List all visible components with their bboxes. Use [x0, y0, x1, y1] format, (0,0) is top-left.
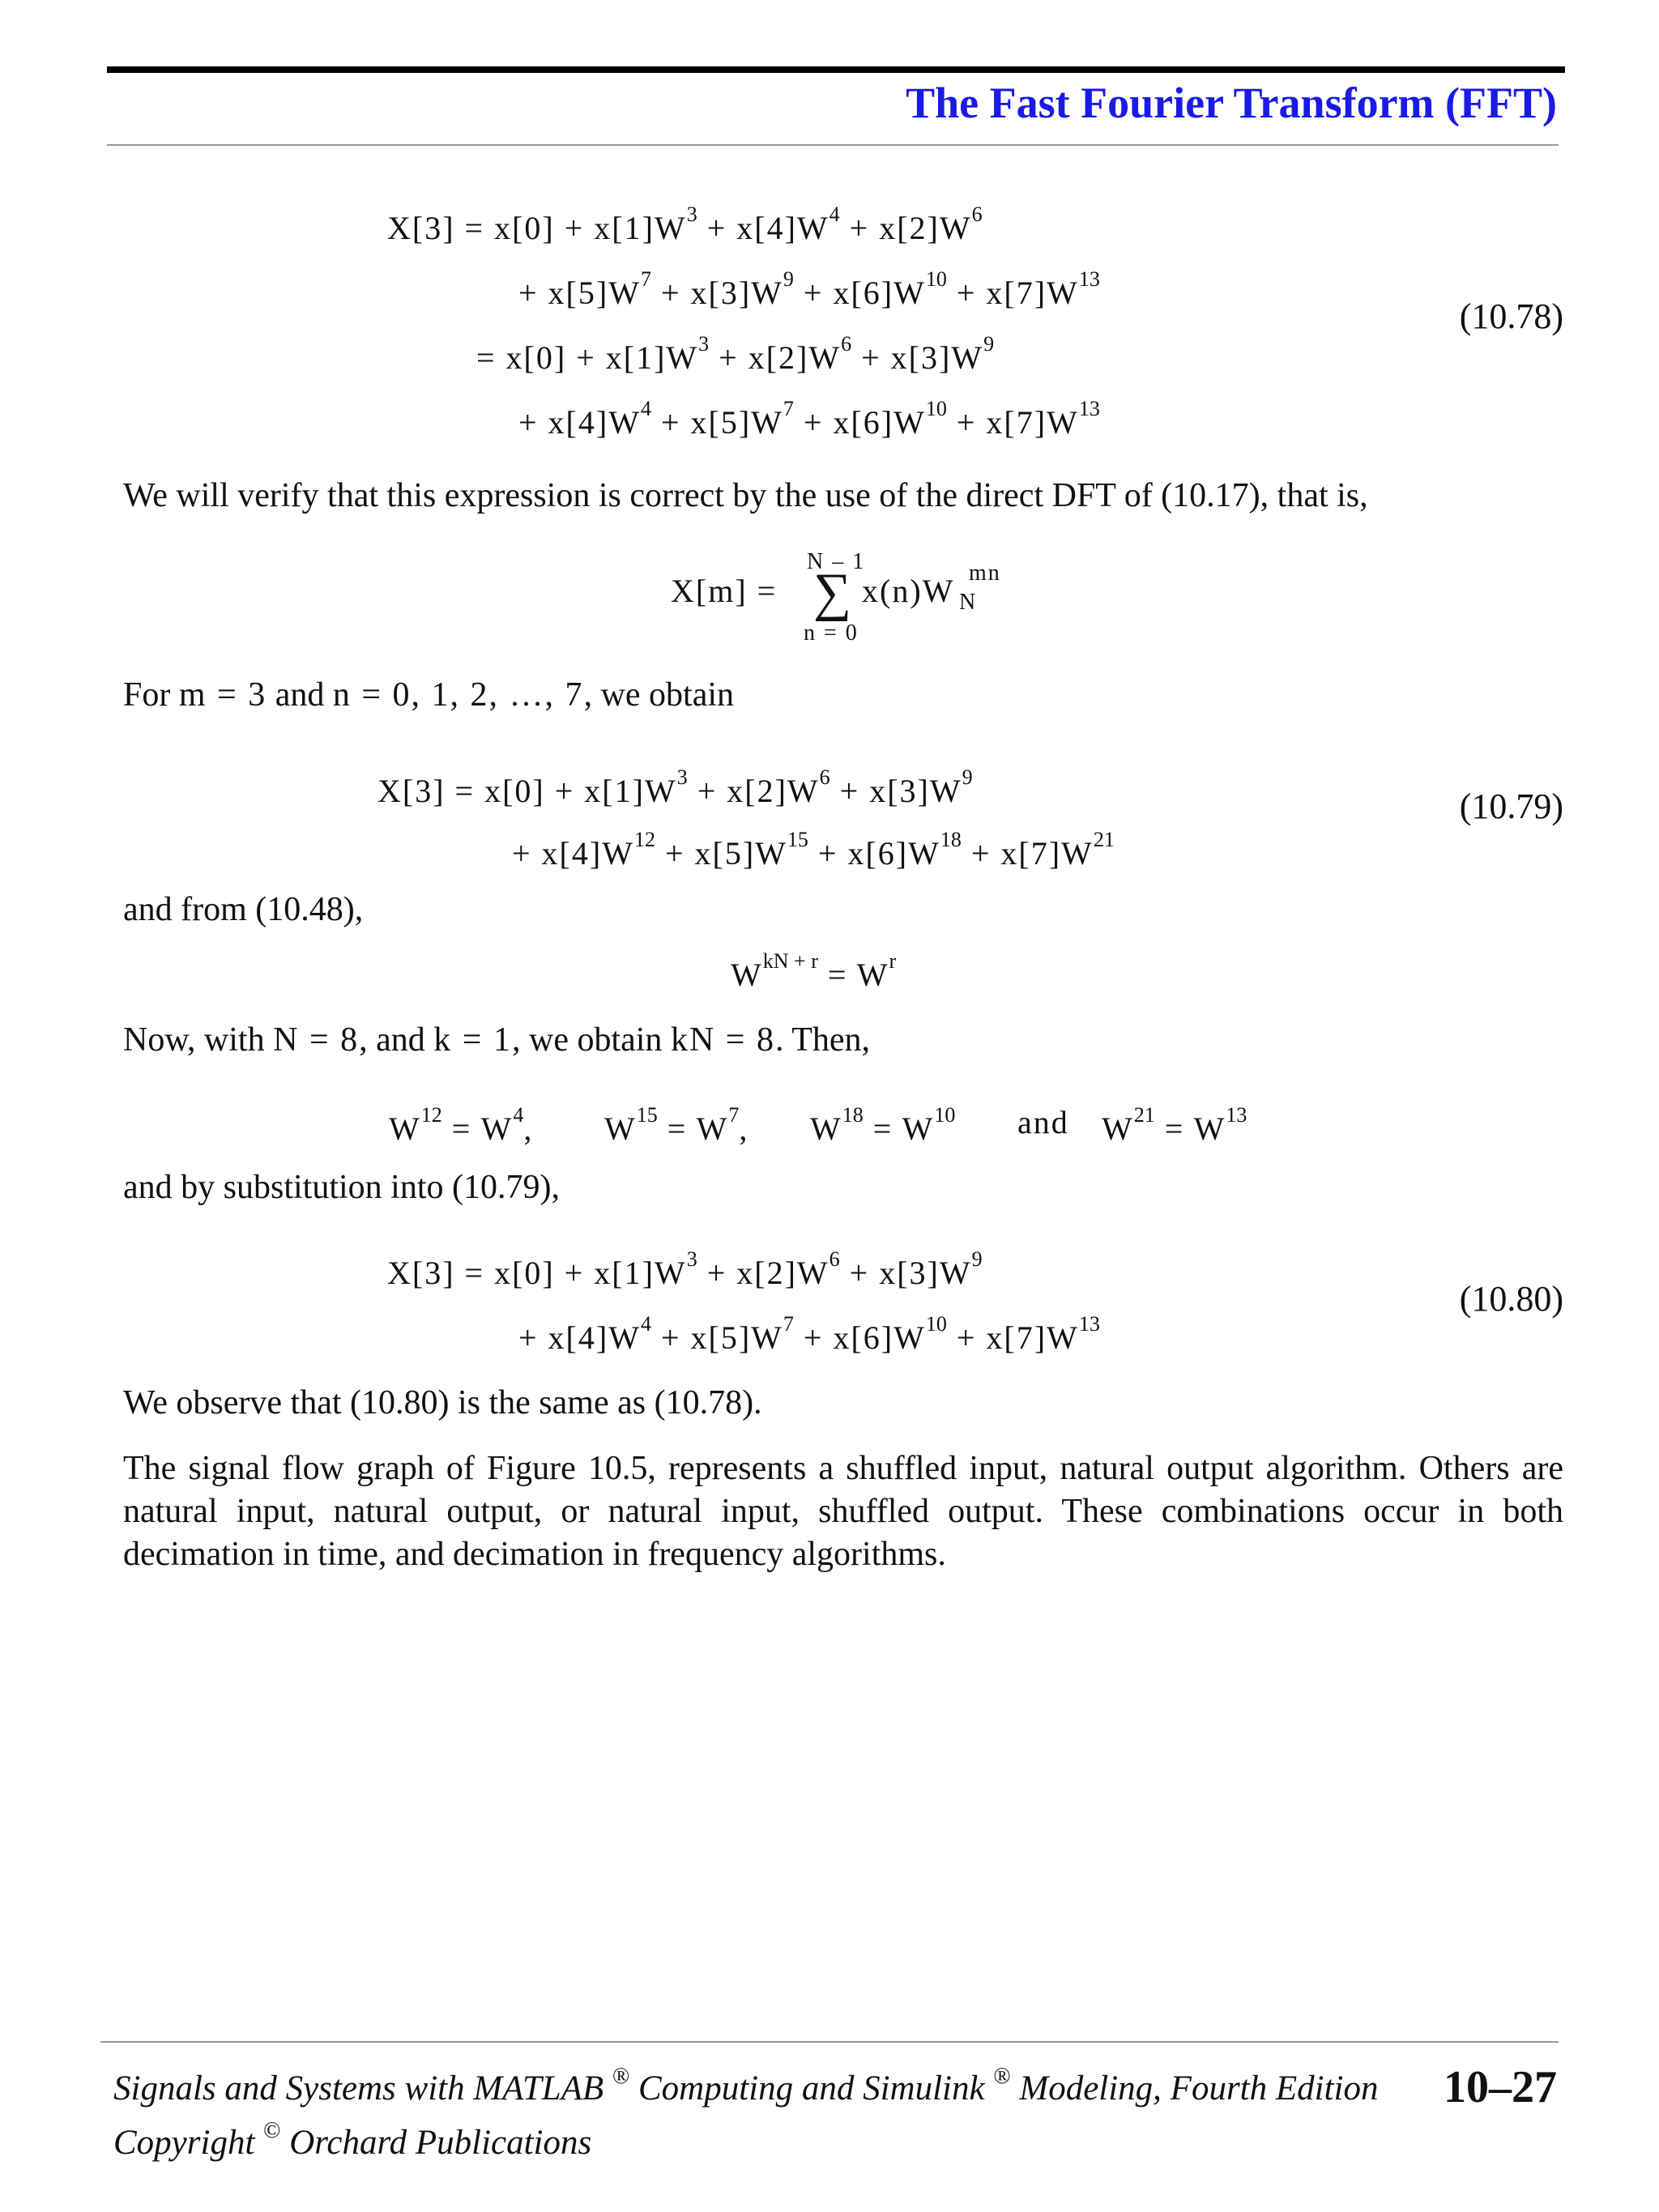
header-divider	[107, 144, 1559, 146]
paragraph-now-with: Now, with N = 8, and k = 1, we obtain kN = 8. Then,	[123, 1021, 871, 1059]
eq-10-79-line1: $X[3] = x[0] + x[1]W^3 + x[2]W^6 + x[3]W^9$	[377, 765, 973, 809]
identity-equation: $W^{kN + r} = W^r$	[731, 949, 897, 993]
dft-exponent: mn	[969, 560, 1001, 586]
power-identity-18: $W^{18} = W^{10}$	[810, 1103, 956, 1147]
chapter-title: The Fast Fourier Transform (FFT)	[906, 79, 1557, 127]
header-rule	[107, 66, 1565, 73]
page-number: 10–27	[1444, 2062, 1557, 2112]
equation-number-10-78: (10.78)	[1459, 296, 1563, 336]
paragraph-from-10-48: and from (10.48),	[123, 891, 364, 928]
eq-10-78-line3: = $x[0] + x[1]W^3 + x[2]W^6 + x[3]W^9$	[476, 332, 995, 376]
sum-lower-limit: n = 0	[804, 620, 859, 646]
eq-10-78-line2: + $x[5]W^7 + x[3]W^9 + x[6]W^{10} + x[7]W^{13}$	[518, 267, 1100, 311]
power-identity-12: $W^{12} = W^4$,	[389, 1103, 534, 1147]
eq-10-80-line2: + $x[4]W^4 + x[5]W^7 + x[6]W^{10} + x[7]W^{13}$	[518, 1312, 1100, 1356]
eq-10-80-line1: $X[3] = x[0] + x[1]W^3 + x[2]W^6 + x[3]W^9$	[387, 1247, 983, 1291]
footer-copyright: Copyright © Orchard Publications	[113, 2118, 592, 2162]
dft-subscript: N	[959, 590, 978, 615]
footer-book-title: Signals and Systems with MATLAB ® Computing and Simulink ® Modeling, Fourth Edition	[113, 2064, 1379, 2108]
eq-10-78-line4: + $x[4]W^4 + x[5]W^7 + x[6]W^{10} + x[7]W^{13}$	[518, 397, 1100, 441]
paragraph-signal-flow: The signal flow graph of Figure 10.5, represents a shuffled input, natural output algorithm. Others are natural input, natural output, or natural input, shuffled output. These combinations occur in both decimation in time, and decimation in frequency algorithms.	[123, 1450, 1563, 1573]
power-and: and	[1017, 1104, 1069, 1140]
summation-symbol: ∑	[813, 563, 852, 622]
dft-summand: x(n)W	[862, 573, 955, 609]
eq-10-79-line2: + $x[4]W^{12} + x[5]W^{15} + x[6]W^{18} + x[7]W^{21}$	[512, 828, 1115, 872]
dft-lhs: X[m] =	[671, 573, 778, 609]
eq-10-78-line1: $X[3] = x[0] + x[1]W^3 + x[4]W^4 + x[2]W^6$	[387, 202, 983, 246]
equation-number-10-80: (10.80)	[1459, 1279, 1563, 1319]
paragraph-observe: We observe that (10.80) is the same as (10.78).	[123, 1384, 762, 1421]
sum-upper-limit: N – 1	[807, 549, 866, 574]
paragraph-substitution: and by substitution into (10.79),	[123, 1169, 560, 1206]
equation-number-10-79: (10.79)	[1459, 786, 1563, 826]
paragraph-verify: We will verify that this expression is correct by the use of the direct DFT of (10.17), that is,	[123, 477, 1368, 514]
paragraph-for-m: For m = 3 and n = 0, 1, 2, …, 7, we obtain	[123, 676, 735, 714]
power-identity-15: $W^{15} = W^7$,	[604, 1103, 749, 1147]
footer-divider	[100, 2041, 1559, 2043]
power-identity-21: $W^{21} = W^{13}$	[1102, 1103, 1247, 1147]
